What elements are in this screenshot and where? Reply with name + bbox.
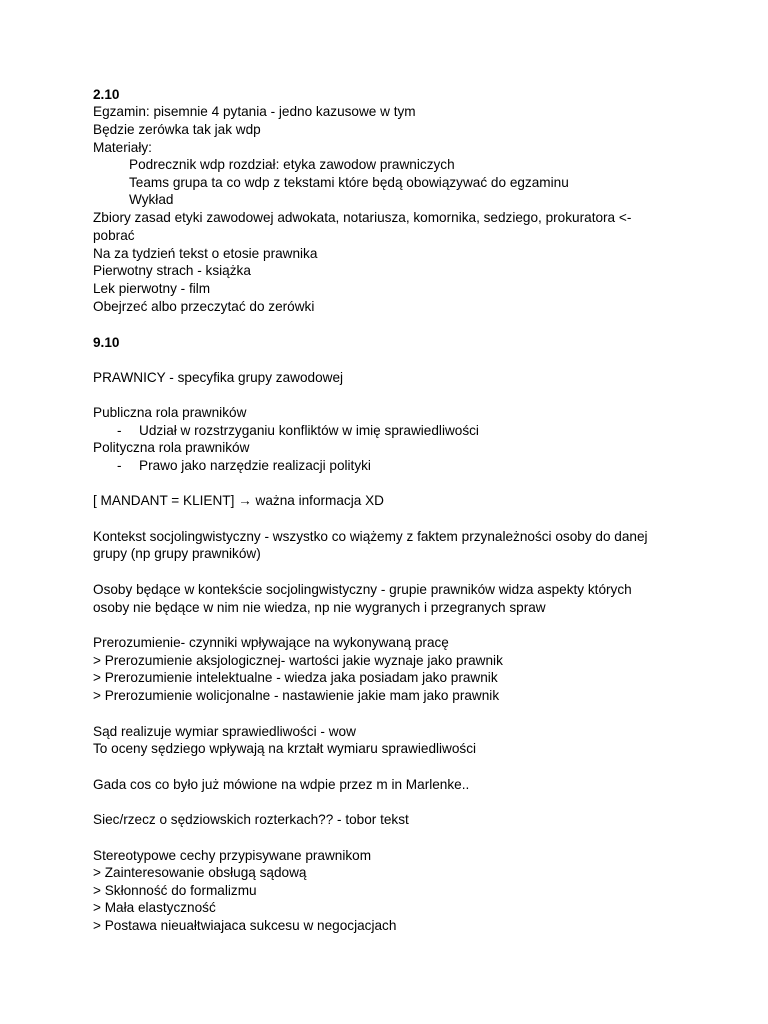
ethics-codes-line: pobrać <box>93 228 135 243</box>
section-heading: PRAWNICY - specyfika grupy zawodowej <box>93 370 344 385</box>
court-note: To oceny sędziego wpływają na krztałt wymiaru sprawiedliwości <box>93 741 477 756</box>
material-item: Wykład <box>129 192 174 207</box>
zero-info: Będzie zerówka tak jak wdp <box>93 122 261 137</box>
public-role-bullet: Udział w rozstrzyganiu konfliktów w imię sprawiedliwości <box>139 423 479 438</box>
material-item: Teams grupa ta co wdp z tekstami które będą obowiązywać do egzaminu <box>129 175 569 190</box>
stereotype-item: > Zainteresowanie obsługą sądową <box>93 865 307 880</box>
public-role-label: Publiczna rola prawników <box>93 405 247 420</box>
stereotype-item: > Mała elastyczność <box>93 900 216 915</box>
talks-note: Gada cos co było już mówione na wdpie przez m in Marlenke.. <box>93 777 470 792</box>
preunderstanding-heading: Prerozumienie- czynniki wpływające na wykonywaną pracę <box>93 635 449 650</box>
fear-film-note: Lek pierwotny - film <box>93 281 211 296</box>
context-line: Kontekst socjolingwistyczny - wszystko co wiążemy z faktem przynależności osoby do danej <box>93 529 648 544</box>
fear-book-note: Pierwotny strach - książka <box>93 263 251 278</box>
stereotype-heading: Stereotypowe cechy przypisywane prawnikom <box>93 848 372 863</box>
bullet-dash: - <box>117 458 122 473</box>
context-line: grupy (np grupy prawników) <box>93 546 261 561</box>
ethics-codes-line: Zbiory zasad etyki zawodowej adwokata, notariusza, komornika, sedziego, prokuratora <- <box>93 210 632 225</box>
materials-label: Materiały: <box>93 140 152 155</box>
material-item: Podrecznik wdp rozdział: etyka zawodow prawniczych <box>129 157 455 172</box>
siec-note: Siec/rzecz o sędziowskich rozterkach?? - tobor tekst <box>93 812 409 827</box>
preunderstanding-item: > Prerozumienie intelektualne - wiedza jaka posiadam jako prawnik <box>93 670 498 685</box>
bullet-dash: - <box>117 423 122 438</box>
date-heading-2-10: 2.10 <box>93 87 120 102</box>
political-role-label: Polityczna rola prawników <box>93 440 250 455</box>
exam-info: Egzamin: pisemnie 4 pytania - jedno kazusowe w tym <box>93 104 416 119</box>
persons-line: Osoby będące w kontekście socjolingwistyczny - grupie prawników widza aspekty których <box>93 582 632 597</box>
preunderstanding-item: > Prerozumienie wolicjonalne - nastawienie jakie mam jako prawnik <box>93 688 500 703</box>
stereotype-item: > Postawa nieuałtwiajaca sukcesu w negocjacjach <box>93 918 397 933</box>
court-note: Sąd realizuje wymiar sprawiedliwości - wow <box>93 724 356 739</box>
preunderstanding-item: > Prerozumienie aksjologicznej- wartości jakie wyznaje jako prawnik <box>93 653 503 668</box>
political-role-bullet: Prawo jako narzędzie realizacji polityki <box>139 458 371 473</box>
date-heading-9-10: 9.10 <box>93 335 120 350</box>
persons-line: osoby nie będące w nim nie wiedza, np nie wygranych i przegranych spraw <box>93 600 546 615</box>
stereotype-item: > Skłonność do formalizmu <box>93 883 257 898</box>
watch-note: Obejrzeć albo przeczytać do zerówki <box>93 299 315 314</box>
mandant-note: [ MANDANT = KLIENT] → ważna informacja XD <box>93 493 384 508</box>
text-week-note: Na za tydzień tekst o etosie prawnika <box>93 246 318 261</box>
